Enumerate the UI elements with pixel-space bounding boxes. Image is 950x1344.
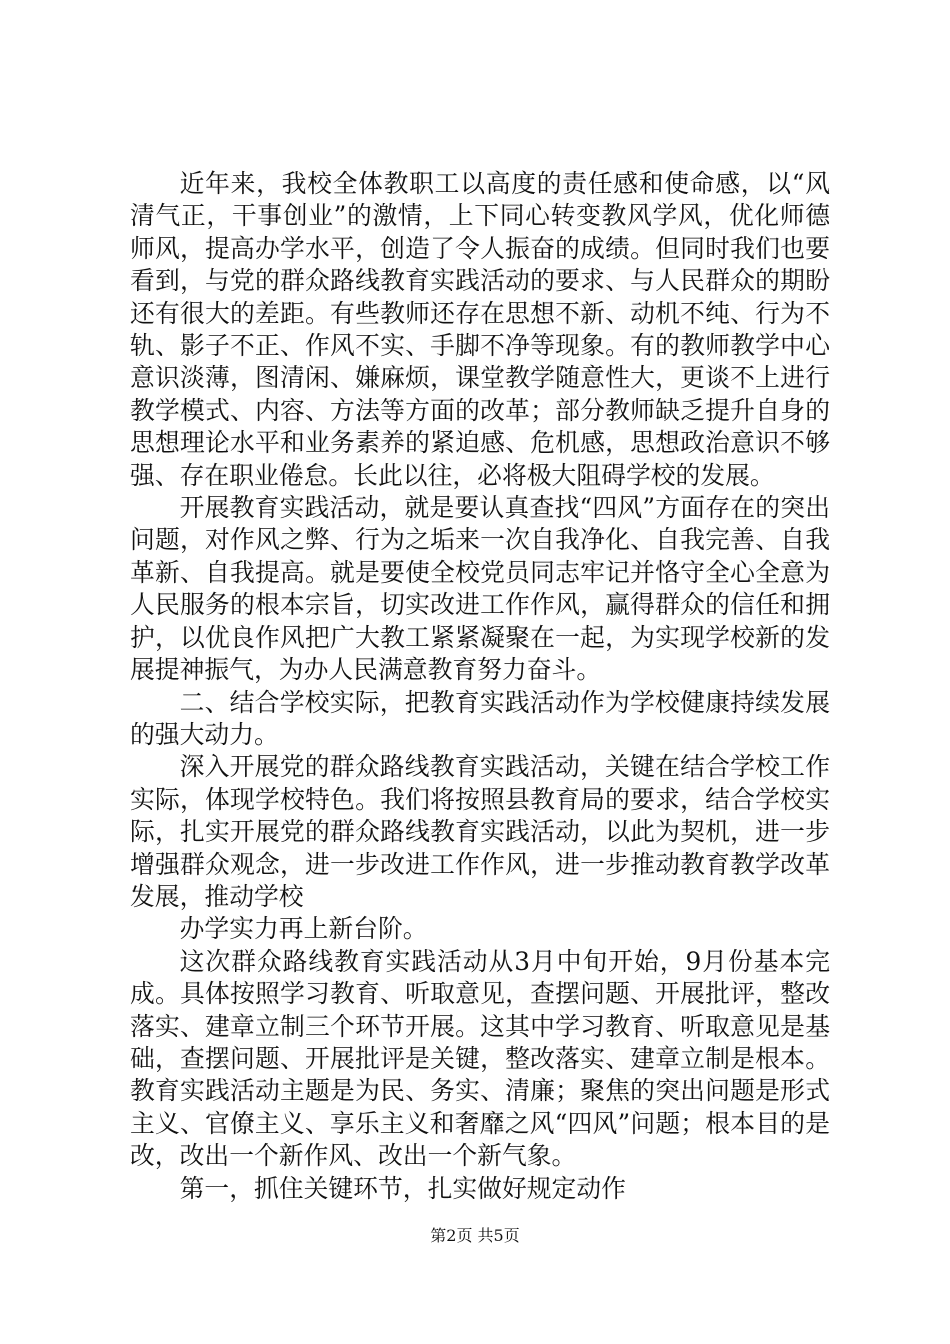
paragraph-4: 办学实力再上新台阶。 (179, 914, 428, 944)
paragraph-2: 开展教育实践活动，就是要认真查找“四风”方面存在的突出问题，对作风之弊、行为之垢来一次自我净化、自我完善、自我革新、自我提高。就是要使全校党员同志牢记并恪守全心全意为人民服务的根本宗旨，切实改进工作作风，赢得群众的信任和拥护，以优良作风把广大教工紧紧凝聚在一起，为实现学校新的发展提神振气，为办人民满意教育努力奋斗。 (130, 493, 830, 685)
page-number-footer: 第2页 共5页 (430, 1226, 520, 1245)
paragraph-6: 第一，抓住关键环节，扎实做好规定动作 (179, 1173, 626, 1203)
paragraph-3: 深入开展党的群众路线教育实践活动，关键在结合学校工作实际，体现学校特色。我们将按照县教育局的要求，结合学校实际，扎实开展党的群众路线教育实践活动，以此为契机，进一步增强群众观念，进一步改进工作作风，进一步推动教育教学改革发展，推动学校 (130, 752, 830, 911)
section-heading-2: 二、结合学校实际，把教育实践活动作为学校健康持续发展的强大动力。 (130, 687, 830, 749)
document-body (130, 168, 830, 1205)
paragraph-5: 这次群众路线教育实践活动从3月中旬开始，9月份基本完成。具体按照学习教育、听取意见，查摆问题、开展批评，整改落实、建章立制三个环节开展。这其中学习教育、听取意见是基础，查摆问题、开展批评是关键，整改落实、建章立制是根本。教育实践活动主题是为民、务实、清廉；聚焦的突出问题是形式主义、官僚主义、享乐主义和奢靡之风“四风”问题；根本目的是改，改出一个新作风、改出一个新气象。 (130, 946, 830, 1171)
paragraph-1: 近年来，我校全体教职工以高度的责任感和使命感，以“风清气正，干事创业”的激情，上下同心转变教风学风，优化师德师风，提高办学水平，创造了令人振奋的成绩。但同时我们也要看到，与党的群众路线教育实践活动的要求、与人民群众的期盼还有很大的差距。有些教师还存在思想不新、动机不纯、行为不轨、影子不正、作风不实、手脚不净等现象。有的教师教学中心意识淡薄，图清闲、嫌麻烦，课堂教学随意性大，更谈不上进行教学模式、内容、方法等方面的改革；部分教师缺乏提升自身的思想理论水平和业务素养的紧迫感、危机感，思想政治意识不够强、存在职业倦怠。长此以往，必将极大阻碍学校的发展。 (130, 169, 830, 490)
